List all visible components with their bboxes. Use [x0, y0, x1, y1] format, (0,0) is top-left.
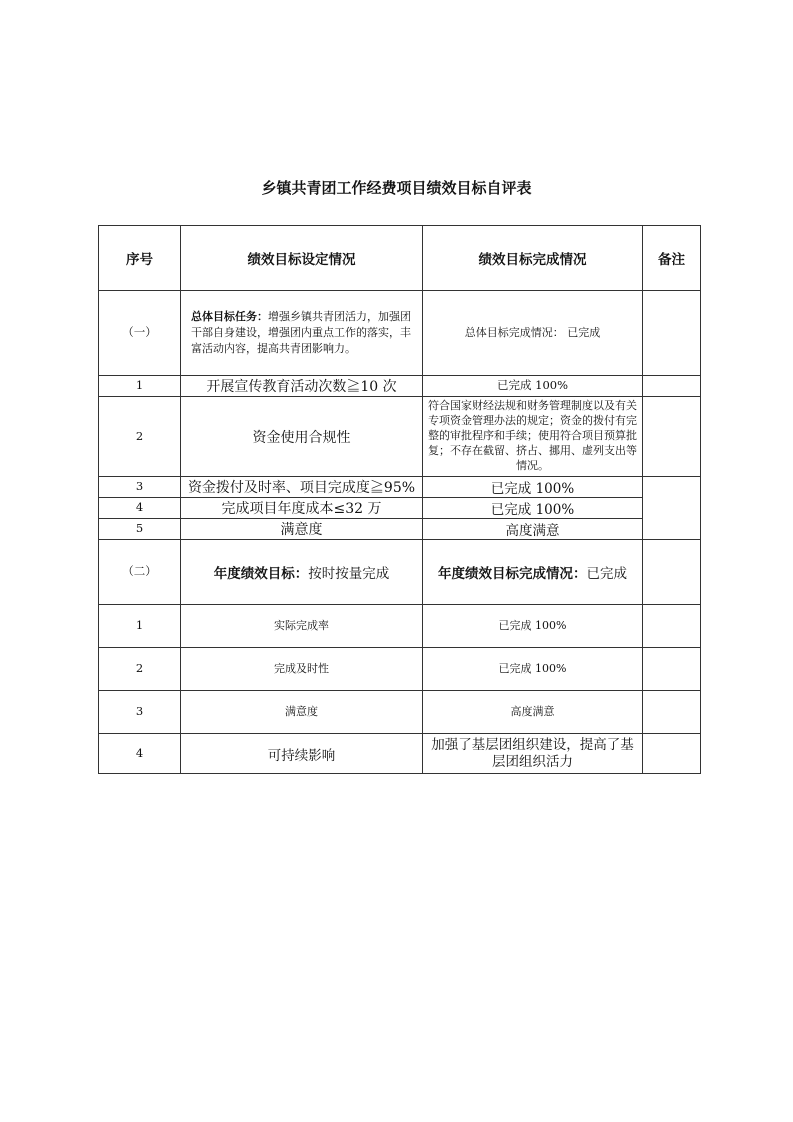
table-row [99, 477, 701, 498]
section1-header-row [99, 291, 701, 376]
section1-completion: 总体目标完成情况： 已完成 [423, 291, 643, 376]
row-completion: 高度满意 [423, 519, 643, 540]
row-seq: 2 [99, 648, 181, 691]
row-target: 资金使用合规性 [181, 397, 423, 477]
section2-target-text: 按时按量完成 [308, 566, 390, 582]
row-target: 开展宣传教育活动次数≧10 次 [181, 376, 423, 397]
section2-target [181, 540, 423, 605]
table-row [99, 734, 701, 774]
row-note [643, 605, 701, 648]
row-target: 完成及时性 [181, 648, 423, 691]
row-target: 满意度 [181, 691, 423, 734]
row-note [643, 734, 701, 774]
row-seq: 5 [99, 519, 181, 540]
row-target: 可持续影响 [181, 734, 423, 774]
row-target: 资金拨付及时率、项目完成度≧95% [181, 477, 423, 498]
page-title: 乡镇共青团工作经费项目绩效目标自评表 [261, 179, 532, 197]
row-seq: 3 [99, 477, 181, 498]
row-target: 完成项目年度成本≤32 万 [181, 498, 423, 519]
table-row [99, 519, 701, 540]
header-completion: 绩效目标完成情况 [423, 226, 643, 291]
row-completion: 已完成 100% [423, 477, 643, 498]
row-target: 实际完成率 [181, 605, 423, 648]
row-note [643, 691, 701, 734]
performance-table [98, 225, 701, 774]
section1-seq: （一） [99, 291, 181, 376]
section2-note [643, 540, 701, 605]
section2-header-row [99, 540, 701, 605]
section2-completion-label: 年度绩效目标完成情况： [438, 566, 587, 582]
row-completion: 符合国家财经法规和财务管理制度以及有关专项资金管理办法的规定；资金的拨付有完整的审批程序和手续；使用符合项目预算批复；不存在截留、挤占、挪用、虚列支出等情况。 [423, 397, 643, 477]
header-note: 备注 [643, 226, 701, 291]
row-note [643, 376, 701, 397]
row-seq: 1 [99, 605, 181, 648]
section2-completion [423, 540, 643, 605]
section2-seq: （二） [99, 540, 181, 605]
header-row [99, 226, 701, 291]
row-completion: 加强了基层团组织建设，提高了基层团组织活力 [423, 734, 643, 774]
section2-target-label: 年度绩效目标： [213, 566, 309, 582]
row-completion: 已完成 100% [423, 376, 643, 397]
table-row [99, 648, 701, 691]
table-row [99, 605, 701, 648]
row-completion: 已完成 100% [423, 648, 643, 691]
section1-note [643, 291, 701, 376]
section1-target-label: 总体目标任务： [191, 310, 268, 324]
row-seq: 2 [99, 397, 181, 477]
section2-completion-text: 已完成 [586, 566, 627, 582]
row-completion: 已完成 100% [423, 498, 643, 519]
row-target: 满意度 [181, 519, 423, 540]
row-note [643, 648, 701, 691]
table-row [99, 397, 701, 477]
table-row [99, 498, 701, 519]
table-row [99, 376, 701, 397]
header-seq: 序号 [99, 226, 181, 291]
section1-target [181, 291, 423, 376]
row-note [643, 397, 701, 477]
row-seq: 1 [99, 376, 181, 397]
table-row [99, 691, 701, 734]
section1-target-text: 增强乡镇共青团活力，加强团干部自身建设，增强团内重点工作的落实，丰富活动内容，提高共青团影响力。 [191, 310, 411, 355]
row-completion: 已完成 100% [423, 605, 643, 648]
row-seq: 4 [99, 734, 181, 774]
row-note [643, 477, 701, 540]
row-seq: 3 [99, 691, 181, 734]
row-seq: 4 [99, 498, 181, 519]
header-target: 绩效目标设定情况 [181, 226, 423, 291]
row-completion: 高度满意 [423, 691, 643, 734]
